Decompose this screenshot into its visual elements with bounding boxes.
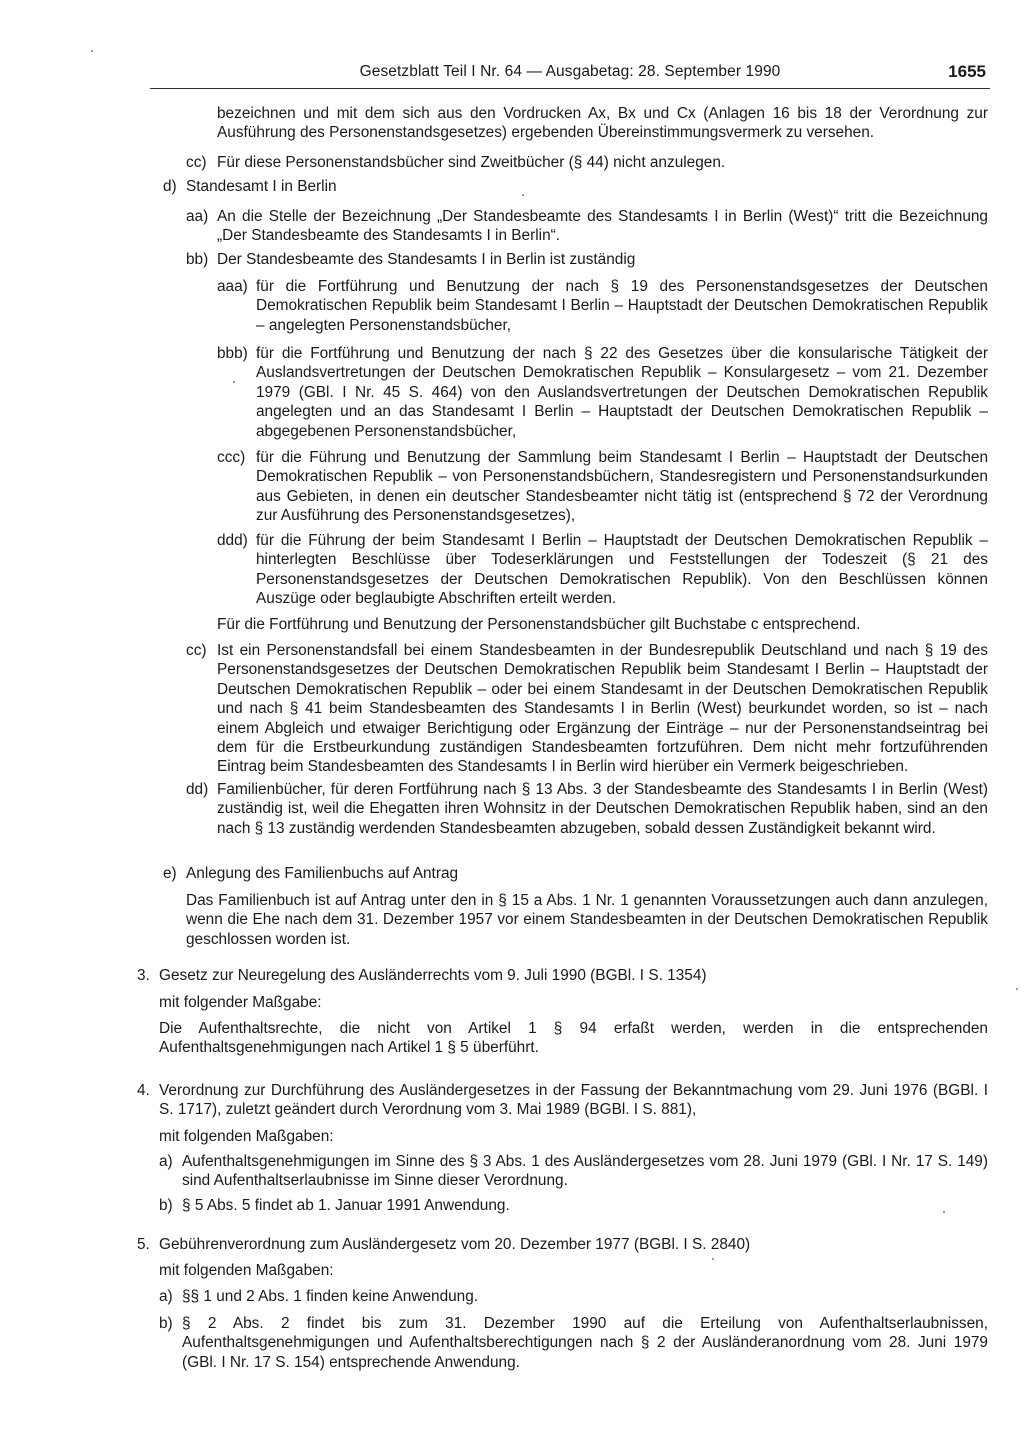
d-bb-ddd-label: ddd) xyxy=(217,532,248,549)
scan-speck xyxy=(712,1258,714,1260)
c-continuation: bezeichnen und mit dem sich aus den Vordrucken Ax, Bx und Cx (Anlagen 16 bis 18 der Verordnung zur Ausführung des Personenstandsgesetzes) ergebenden Übereinstimmungsvermerk zu versehen. xyxy=(217,105,988,142)
d-bb-aaa-label: aaa) xyxy=(217,278,248,295)
page-number: 1655 xyxy=(948,62,986,81)
item4-subtitle: mit folgenden Maßgaben: xyxy=(159,1128,334,1145)
d-bb-ccc-text: für die Führung und Benutzung der Sammlung beim Standesamt I Berlin – Hauptstadt der Deutschen Demokratischen Republik – von Personenstandsbüchern, Standesregistern und Personenstandsurkunden aus Gebieten, in denen ein deutscher Standesbeamter nicht tätig ist (entsprechend § 72 der Verordnung zur Ausführung des Personenstandsgesetzes), xyxy=(256,449,988,525)
item4-a-label: a) xyxy=(159,1153,173,1170)
scan-speck xyxy=(233,381,235,383)
item4-b-label: b) xyxy=(159,1197,173,1214)
item5-b-text: § 2 Abs. 2 findet bis zum 31. Dezember 1990 auf die Erteilung von Aufenthaltserlaubnissen, Aufenthaltsgenehmigungen und Aufenthaltsberechtigungen nach § 2 der Ausländeranordnung vom 28. Juni 1979 (GBl. I Nr. 17 S. 154) entsprechende Anwendung. xyxy=(182,1315,988,1371)
item4-b-text: § 5 Abs. 5 findet ab 1. Januar 1991 Anwendung. xyxy=(182,1197,510,1214)
d-bb-text: Der Standesbeamte des Standesamts I in Berlin ist zuständig xyxy=(217,251,636,268)
e-title: Anlegung des Familienbuchs auf Antrag xyxy=(186,865,459,882)
d-bb-bbb-text: für die Fortführung und Benutzung der nach § 22 des Gesetzes über die konsularische Tätigkeit der Auslandsvertretungen der Deutschen Demokratischen Republik – Konsulargesetz – vom 21. Dezember 1979 (GBl. I Nr. 45 S. 464) von den Auslandsvertretungen der Deutschen Demokratischen Republik angelegten und an das Standesamt I Berlin – Hauptstadt der Deutschen Demokratischen Republik – abgegebenen Personenstandsbücher, xyxy=(256,345,988,440)
item4-a-text: Aufenthaltsgenehmigungen im Sinne des § 3 Abs. 1 des Ausländergesetzes vom 28. Juni 1979 (GBl. I Nr. 17 S. 149) sind Aufenthaltserlaubnisse im Sinne dieser Verordnung. xyxy=(182,1153,988,1190)
scan-speck xyxy=(91,50,93,52)
d-cc-text: Ist ein Personenstandsfall bei einem Standesbeamten in der Bundesrepublik Deutschland und nach § 19 des Personenstandsgesetzes der Deutschen Demokratischen Republik beim Standesamt I Berlin – Hauptstadt der Deutschen Demokratischen Republik – oder bei einem Standesamt in der Deutschen Demokratischen Republik und nach § 41 beim Standesbeamten des Standesamts I in Berlin (West) beurkundet worden, so ist – nach einem Abgleich und etwaiger Berichtigung oder Ergänzung der Einträge – nur der Personenstandseintrag bei dem für die Erstbeurkundung zuständigen Standesbeamten fortzuführen. Dem nicht mehr fortzuführenden Eintrag beim Standesbeamten des Standesamts I in Berlin wird hierüber ein Vermerk beigeschrieben. xyxy=(217,642,988,776)
item4-title: Verordnung zur Durchführung des Ausländergesetzes in der Fassung der Bekanntmachung vom 29. Juni 1976 (BGBl. I S. 1717), zuletzt geändert durch Verordnung vom 3. Mai 1989 (BGBl. I S. 881), xyxy=(159,1082,988,1119)
d-bb-aaa-text: für die Fortführung und Benutzung der nach § 19 des Personenstandsgesetzes der Deutschen Demokratischen Republik beim Standesamt I Berlin – Hauptstadt der Deutschen Demokratischen Republik – angelegten Personenstandsbücher, xyxy=(256,278,988,334)
d-bb-label: bb) xyxy=(186,251,209,268)
item5-title: Gebührenverordnung zum Ausländergesetz vom 20. Dezember 1977 (BGBl. I S. 2840) xyxy=(159,1236,751,1253)
item3-title: Gesetz zur Neuregelung des Ausländerrechts vom 9. Juli 1990 (BGBl. I S. 1354) xyxy=(159,967,707,984)
d-bb-ddd-text: für die Führung der beim Standesamt I Berlin – Hauptstadt der Deutschen Demokratischen Republik – hinterlegten Beschlüsse über Todeserklärungen und Feststellungen der Todeszeit (§ 21 des Personenstandsgesetzes der Deutschen Demokratischen Republik). Von den Beschlüssen können Auszüge oder beglaubigte Abschriften erteilt werden. xyxy=(256,532,988,608)
d-bb-closing: Für die Fortführung und Benutzung der Personenstandsbücher gilt Buchstabe c entsprechend. xyxy=(217,616,861,633)
item3-label: 3. xyxy=(137,967,150,984)
e-label: e) xyxy=(163,865,177,882)
c-cc-text: Für diese Personenstandsbücher sind Zweitbücher (§ 44) nicht anzulegen. xyxy=(217,154,726,171)
item5-a-text: §§ 1 und 2 Abs. 1 finden keine Anwendung. xyxy=(182,1288,479,1305)
item5-subtitle: mit folgenden Maßgaben: xyxy=(159,1262,334,1279)
item3-text: Die Aufenthaltsrechte, die nicht von Artikel 1 § 94 erfaßt werden, werden in die entsprechenden Aufenthaltsgenehmigungen nach Artikel 1 § 5 überführt. xyxy=(159,1020,988,1057)
d-cc-label: cc) xyxy=(186,642,207,659)
scan-speck xyxy=(522,194,524,196)
item5-label: 5. xyxy=(137,1236,150,1253)
d-aa-text: An die Stelle der Bezeichnung „Der Standesbeamte des Standesamts I in Berlin (West)“ tritt die Bezeichnung „Der Standesbeamte des Standesamts I in Berlin“. xyxy=(217,208,988,245)
item5-b-label: b) xyxy=(159,1315,173,1332)
header-title: Gesetzblatt Teil I Nr. 64 — Ausgabetag: 28. September 1990 xyxy=(359,63,781,80)
d-bb-bbb-label: bbb) xyxy=(217,345,248,362)
page-header xyxy=(150,62,990,89)
scan-speck xyxy=(943,1211,945,1213)
d-dd-text: Familienbücher, für deren Fortführung nach § 13 Abs. 3 der Standesbeamte des Standesamts I in Berlin (West) zuständig ist, weil die Ehegatten ihren Wohnsitz in der Deutschen Demokratischen Republik haben, sind an den nach § 13 zuständig werdenden Standesbeamten abzugeben, sobald dessen Zuständigkeit bekannt wird. xyxy=(217,781,988,837)
e-text: Das Familienbuch ist auf Antrag unter den in § 15 a Abs. 1 Nr. 1 genannten Voraussetzungen auch dann anzulegen, wenn die Ehe nach dem 31. Dezember 1957 vor einem Standesbeamten in der Deutschen Demokratischen Republik geschlossen worden ist. xyxy=(186,892,988,948)
d-label: d) xyxy=(163,178,177,195)
d-bb-ccc-label: ccc) xyxy=(217,449,246,466)
item4-label: 4. xyxy=(137,1082,150,1099)
d-dd-label: dd) xyxy=(186,781,209,798)
scan-speck xyxy=(1016,988,1018,990)
d-title: Standesamt I in Berlin xyxy=(186,178,337,195)
d-aa-label: aa) xyxy=(186,208,209,225)
c-cc-label: cc) xyxy=(186,154,207,171)
item5-a-label: a) xyxy=(159,1288,173,1305)
item3-subtitle: mit folgender Maßgabe: xyxy=(159,994,322,1011)
